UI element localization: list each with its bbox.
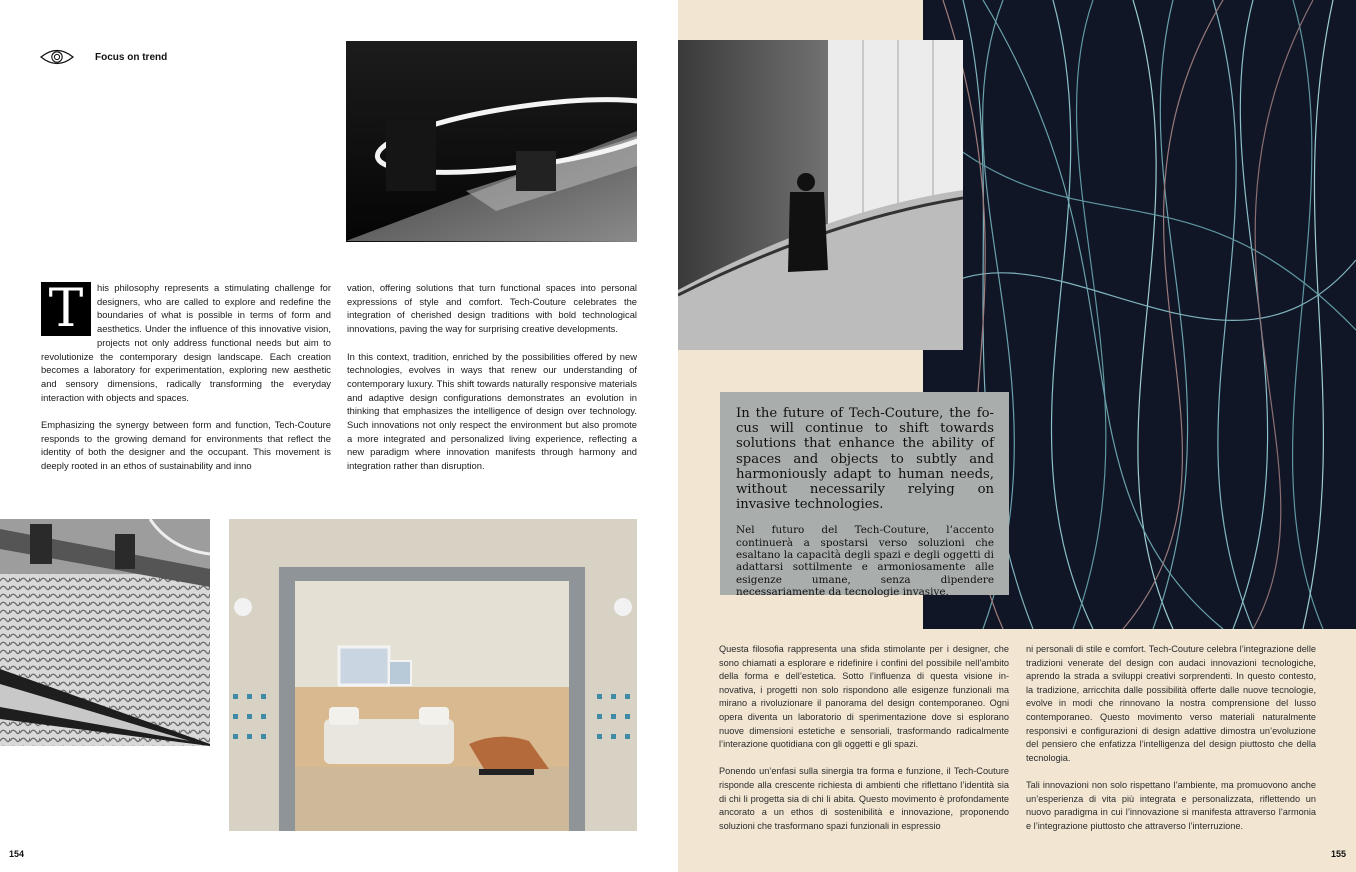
article-column-2 bbox=[347, 281, 637, 473]
paragraph: Questa filosofia rappresenta una sfida stimolante per i designer, che sono chiamati a esplorare e ridefinire i confini del possibile nell’ambito della forma e dell’estetica. Sotto l’influenza di questa visione innovativa, i progetti non solo rispondono alle esigenze funzionali ma mirano a rivoluzionare il panorama del design contemporaneo. Ogni opera diventa un laboratorio di sperimentazione dove si esplorano nuove dimensioni estetiche e sensoriali, trasformando radicalmente l’interazione quotidiana con gli oggetti e gli spazi. bbox=[719, 644, 1009, 750]
paragraph: his philosophy represents a stimulating challenge for designers, who are called to explore and redefine the boundaries of what is possible in terms of form and aesthetics. Under the influence of this innovative vision, projects not only address functional needs but aim to revolutionize the contemporary design landscape. Each creation becomes a laboratory for experimentation, exploring new aesthetic and sensory dimensions, radically transforming the everyday interaction with objects and spaces. bbox=[41, 282, 331, 403]
article-column-1 bbox=[41, 281, 331, 473]
paragraph: Tali innovazioni non solo rispettano l’ambiente, ma promuovono anche un’esperienza di vita più integrata e personalizzata, riflettendo un nuovo paradigma in cui l’innovazione si manifesta attraverso l’armonia e l’integrazione piuttosto che attraverso l’interruzione. bbox=[1026, 780, 1316, 831]
paragraph: In this context, tradition, enriched by the possibilities offered by new technologies, evolves in ways that renew our understanding of contemporary luxury. This shift towards naturally responsive materials and adaptive design configurations demonstrates an evolution in thinking that emphasizes the intelligence of design over technology. Such innovations not only respect the environment but also promote a more integrated and personalized living experience, reflecting a new paradigm where innovation manifests through harmony and integration rather than disruption. bbox=[347, 350, 637, 472]
pull-quote-box bbox=[720, 392, 1009, 598]
pull-quote-english: In the future of Tech-Couture, the focus will continue to shift towards solutions that enhance the ability of spaces and objects to subtly and harmoniously adapt to human needs, without necessarily relying on invasive technologies. bbox=[736, 406, 994, 513]
right-page bbox=[678, 0, 1356, 872]
paragraph: ni personali di stile e comfort. Tech-Couture celebra l’integrazione delle tradizioni venerate del design con audaci innovazioni tecnologiche, aprendo la strada a sviluppi creativi sorprendenti. In questo contesto, la tradizione, arricchita dalle possibilità offerte dalle nuove tecnologie, evolve in modi che rinnovano la nostra comprensione del lusso contemporaneo. Questo movimento verso materiali naturalmente responsivi e configurazioni di design adattive dimostra un’evoluzione del pensiero che enfatizza l’intelligenza del design piuttosto che della tecnologia. bbox=[1026, 644, 1316, 763]
paragraph: vation, offering solutions that turn functional spaces into personal expressions of style and comfort. Tech-Couture celebrates the integration of cherished design traditions with bold technological innovations, paving the way for surprising creative developments. bbox=[347, 282, 637, 335]
section-label: Focus on trend bbox=[95, 52, 168, 63]
photo-ring-lamp-interior bbox=[346, 41, 637, 242]
page-number-right: 155 bbox=[1330, 849, 1346, 859]
dropcap: T bbox=[41, 282, 91, 336]
pull-quote-italian: Nel futuro del Tech-Couture, l’accento continuerà a spostarsi verso soluzioni che esaltano la capacità degli spazi e degli oggetti di adattarsi sottilmente e armoniosamente alle esigenze umane, senza dipendere necessariamente da tecnologie invasive. bbox=[736, 524, 994, 598]
article-column-4 bbox=[1026, 643, 1316, 833]
photo-man-on-staircase bbox=[678, 40, 963, 350]
paragraph: Ponendo un’enfasi sulla sinergia tra forma e funzione, il Tech-Couture risponde alla crescente richiesta di ambienti che riflettano l’identità sia di chi li progetta sia di chi li abita. Questo movimento è profondamente ancorato a un ethos di sostenibilità e innovazione, proponendo soluzioni che trasformano spazi funzionali in espressio bbox=[719, 766, 1009, 831]
photo-machine-texture bbox=[0, 519, 210, 746]
photo-living-room bbox=[229, 519, 637, 831]
page-number-left: 154 bbox=[9, 849, 25, 859]
eye-icon bbox=[40, 47, 74, 67]
paragraph: Emphasizing the synergy between form and function, Tech-Couture responds to the growing demand for environments that reflect the identity of both the designer and the occupant. This movement is deeply rooted in an ethos of sustainability and inno bbox=[41, 419, 331, 472]
article-column-3 bbox=[719, 643, 1009, 833]
